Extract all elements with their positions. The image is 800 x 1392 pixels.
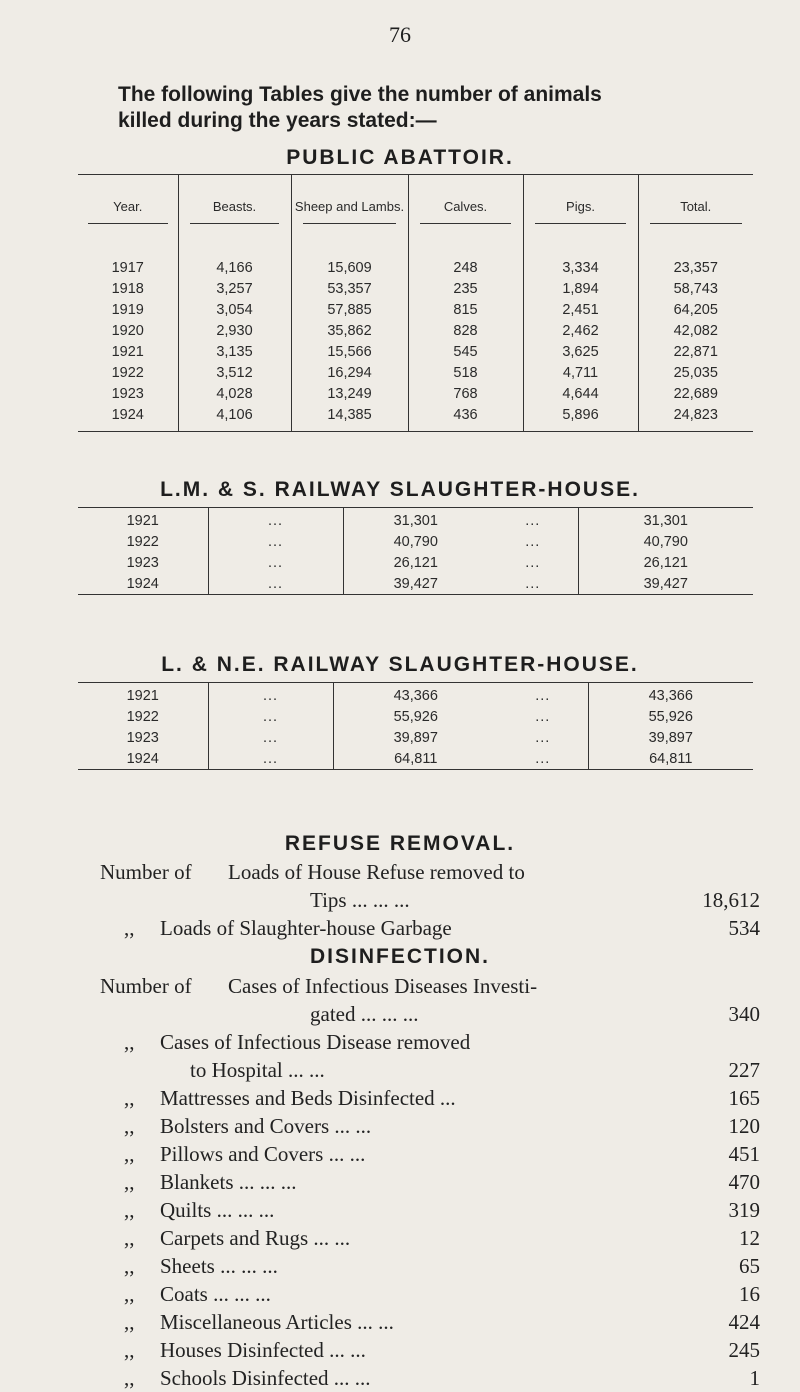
ditto-mark: ,, xyxy=(124,1030,135,1054)
table-cell: 1921 xyxy=(126,512,159,529)
table-cell: 22,871 xyxy=(638,341,753,362)
table-cell: 5,896 xyxy=(523,404,638,432)
item-text: gated ... ... ... xyxy=(310,1002,419,1026)
table-cell: 39,897 xyxy=(333,727,498,748)
item-value: 1 xyxy=(749,1366,760,1390)
table-row xyxy=(78,320,753,341)
table-cell: 1921 xyxy=(126,687,159,704)
table-row xyxy=(78,383,753,404)
table-cell: 3,512 xyxy=(178,362,291,383)
table-cell: 15,609 xyxy=(291,247,408,278)
table-cell: 4,166 xyxy=(178,247,291,278)
item-text: to Hospital ... ... xyxy=(190,1058,325,1082)
table-cell: 3,054 xyxy=(178,299,291,320)
ditto-mark: ,, xyxy=(124,1226,135,1250)
table-cell: 2,930 xyxy=(178,320,291,341)
table-cell: 1922 xyxy=(126,708,159,725)
table-cell: 4,028 xyxy=(178,383,291,404)
list-item xyxy=(100,1028,760,1056)
lead-text: Number of xyxy=(100,974,192,998)
leader-dots: ... xyxy=(208,706,333,727)
table-cell: 39,427 xyxy=(578,573,753,595)
list-item-continuation xyxy=(100,1056,760,1084)
table-row xyxy=(78,278,753,299)
list-item xyxy=(100,1224,760,1252)
column-header: Total. xyxy=(638,175,753,248)
disinfection-list xyxy=(100,972,760,1392)
list-item-continuation xyxy=(100,1000,760,1028)
ditto-mark: ,, xyxy=(124,916,135,940)
table-cell: 55,926 xyxy=(333,706,498,727)
table-row xyxy=(78,404,753,432)
intro-text xyxy=(118,82,718,134)
refuse-list xyxy=(100,858,760,942)
table-cell: 55,926 xyxy=(588,706,753,727)
table-cell: 64,205 xyxy=(638,299,753,320)
item-value: 245 xyxy=(728,1338,760,1362)
table-cell: 1923 xyxy=(126,554,159,571)
table-cell: 2,462 xyxy=(523,320,638,341)
list-item-continuation xyxy=(100,886,760,914)
item-text: Quilts ... ... ... xyxy=(160,1198,275,1222)
item-text: Coats ... ... ... xyxy=(160,1282,271,1306)
item-text: Cases of Infectious Disease removed xyxy=(160,1030,471,1054)
list-item xyxy=(100,1336,760,1364)
table-cell: 4,106 xyxy=(178,404,291,432)
table-cell: 13,249 xyxy=(291,383,408,404)
leader-dots: ... xyxy=(208,552,343,573)
leader-dots: ... xyxy=(525,512,541,529)
item-value: 470 xyxy=(728,1170,760,1194)
refuse-title: REFUSE REMOVAL. xyxy=(284,832,516,855)
table-cell: 1921 xyxy=(111,343,144,360)
table-row xyxy=(78,247,753,278)
table-cell: 26,121 xyxy=(343,552,488,573)
public-abattoir-table xyxy=(78,174,753,432)
intro-line-2: killed during the years stated:— xyxy=(118,109,437,132)
list-item xyxy=(100,1196,760,1224)
table-cell: 1922 xyxy=(126,533,159,550)
table-cell: 39,427 xyxy=(343,573,488,595)
table-cell: 35,862 xyxy=(291,320,408,341)
leader-dots: ... xyxy=(525,575,541,592)
intro-line-1: The following Tables give the number of animals xyxy=(118,83,602,106)
item-text: Houses Disinfected ... ... xyxy=(160,1338,366,1362)
table-cell: 15,566 xyxy=(291,341,408,362)
table-cell: 1924 xyxy=(111,406,144,423)
leader-dots: ... xyxy=(535,687,551,704)
table-row xyxy=(78,299,753,320)
table-cell: 815 xyxy=(408,299,523,320)
list-item xyxy=(100,972,760,1000)
item-text: Carpets and Rugs ... ... xyxy=(160,1226,351,1250)
item-value: 165 xyxy=(728,1086,760,1110)
leader-dots: ... xyxy=(208,531,343,552)
lne-table xyxy=(78,682,753,770)
item-text: Loads of Slaughter-house Garbage xyxy=(160,916,452,940)
item-value: 424 xyxy=(728,1310,760,1334)
table-cell: 436 xyxy=(408,404,523,432)
ditto-mark: ,, xyxy=(124,1338,135,1362)
table-row xyxy=(78,706,753,727)
list-item xyxy=(100,1308,760,1336)
table-cell: 1920 xyxy=(111,322,144,339)
table-cell: 31,301 xyxy=(578,508,753,532)
item-value: 319 xyxy=(728,1198,760,1222)
column-header: Beasts. xyxy=(178,175,291,248)
leader-dots: ... xyxy=(208,683,333,707)
table-row xyxy=(78,727,753,748)
list-item xyxy=(100,1084,760,1112)
list-item xyxy=(100,1112,760,1140)
lms-table xyxy=(78,507,753,595)
table-cell: 1919 xyxy=(111,301,144,318)
leader-dots: ... xyxy=(525,554,541,571)
column-header: Calves. xyxy=(408,175,523,248)
item-value: 65 xyxy=(739,1254,760,1278)
table-cell: 3,135 xyxy=(178,341,291,362)
list-item xyxy=(100,1168,760,1196)
ditto-mark: ,, xyxy=(124,1114,135,1138)
table-cell: 16,294 xyxy=(291,362,408,383)
item-text: Blankets ... ... ... xyxy=(160,1170,297,1194)
column-header: Sheep and Lambs. xyxy=(291,175,408,248)
item-value: 120 xyxy=(728,1114,760,1138)
table-cell: 2,451 xyxy=(523,299,638,320)
table-row xyxy=(78,531,753,552)
table-row xyxy=(78,552,753,573)
list-item xyxy=(100,1280,760,1308)
table-cell: 3,257 xyxy=(178,278,291,299)
item-value: 340 xyxy=(728,1002,760,1026)
table-cell: 40,790 xyxy=(343,531,488,552)
leader-dots: ... xyxy=(535,729,551,746)
table-cell: 53,357 xyxy=(291,278,408,299)
leader-dots: ... xyxy=(208,727,333,748)
table-cell: 43,366 xyxy=(333,683,498,707)
table-cell: 24,823 xyxy=(638,404,753,432)
table-cell: 828 xyxy=(408,320,523,341)
item-value: 227 xyxy=(728,1058,760,1082)
table-cell: 1917 xyxy=(111,259,144,276)
ditto-mark: ,, xyxy=(124,1310,135,1334)
table-cell: 42,082 xyxy=(638,320,753,341)
table-cell: 1923 xyxy=(126,729,159,746)
leader-dots: ... xyxy=(525,533,541,550)
column-header: Year. xyxy=(78,175,178,248)
table-cell: 1,894 xyxy=(523,278,638,299)
table-cell: 64,811 xyxy=(333,748,498,770)
table-cell: 1924 xyxy=(126,750,159,767)
table-cell: 14,385 xyxy=(291,404,408,432)
leader-dots: ... xyxy=(208,508,343,532)
table-cell: 26,121 xyxy=(578,552,753,573)
public-abattoir-title: PUBLIC ABATTOIR. xyxy=(286,146,514,169)
table-cell: 39,897 xyxy=(588,727,753,748)
table-cell: 518 xyxy=(408,362,523,383)
item-value: 18,612 xyxy=(702,888,760,912)
table-cell: 1922 xyxy=(111,364,144,381)
lead-text: Number of xyxy=(100,860,192,884)
ditto-mark: ,, xyxy=(124,1282,135,1306)
ditto-mark: ,, xyxy=(124,1170,135,1194)
ditto-mark: ,, xyxy=(124,1086,135,1110)
table-row xyxy=(78,508,753,532)
disinfection-title: DISINFECTION. xyxy=(309,945,490,968)
table-cell: 25,035 xyxy=(638,362,753,383)
item-value: 12 xyxy=(739,1226,760,1250)
item-text: Cases of Infectious Diseases Investi- xyxy=(228,974,538,998)
table-cell: 248 xyxy=(408,247,523,278)
table-cell: 1923 xyxy=(111,385,144,402)
table-cell: 4,711 xyxy=(523,362,638,383)
lms-title: L.M. & S. RAILWAY SLAUGHTER-HOUSE. xyxy=(160,478,640,501)
table-header-row xyxy=(78,175,753,248)
item-value: 534 xyxy=(728,916,760,940)
item-text: Tips ... ... ... xyxy=(310,888,410,912)
list-item xyxy=(100,1252,760,1280)
table-cell: 4,644 xyxy=(523,383,638,404)
ditto-mark: ,, xyxy=(124,1142,135,1166)
table-cell: 40,790 xyxy=(578,531,753,552)
table-cell: 64,811 xyxy=(588,748,753,770)
table-cell: 31,301 xyxy=(343,508,488,532)
leader-dots: ... xyxy=(208,748,333,770)
leader-dots: ... xyxy=(208,573,343,595)
item-value: 451 xyxy=(728,1142,760,1166)
table-cell: 57,885 xyxy=(291,299,408,320)
list-item xyxy=(100,914,760,942)
table-row xyxy=(78,748,753,770)
table-cell: 768 xyxy=(408,383,523,404)
table-cell: 22,689 xyxy=(638,383,753,404)
item-value: 16 xyxy=(739,1282,760,1306)
item-text: Mattresses and Beds Disinfected ... xyxy=(160,1086,456,1110)
item-text: Bolsters and Covers ... ... xyxy=(160,1114,372,1138)
list-item xyxy=(100,1364,760,1392)
table-row xyxy=(78,683,753,707)
item-text: Miscellaneous Articles ... ... xyxy=(160,1310,394,1334)
item-text: Sheets ... ... ... xyxy=(160,1254,278,1278)
list-item xyxy=(100,858,760,886)
table-cell: 3,334 xyxy=(523,247,638,278)
table-cell: 58,743 xyxy=(638,278,753,299)
table-cell: 3,625 xyxy=(523,341,638,362)
table-cell: 23,357 xyxy=(638,247,753,278)
leader-dots: ... xyxy=(535,750,551,767)
table-cell: 43,366 xyxy=(588,683,753,707)
column-header: Pigs. xyxy=(523,175,638,248)
leader-dots: ... xyxy=(535,708,551,725)
item-text: Schools Disinfected ... ... xyxy=(160,1366,371,1390)
table-row xyxy=(78,573,753,595)
list-item xyxy=(100,1140,760,1168)
table-cell: 1918 xyxy=(111,280,144,297)
table-cell: 545 xyxy=(408,341,523,362)
page-number: 76 xyxy=(389,22,411,47)
table-row xyxy=(78,362,753,383)
ditto-mark: ,, xyxy=(124,1254,135,1278)
lne-title: L. & N.E. RAILWAY SLAUGHTER-HOUSE. xyxy=(161,653,639,676)
item-text: Loads of House Refuse removed to xyxy=(228,860,525,884)
table-row xyxy=(78,341,753,362)
ditto-mark: ,, xyxy=(124,1198,135,1222)
table-cell: 235 xyxy=(408,278,523,299)
table-cell: 1924 xyxy=(126,575,159,592)
ditto-mark: ,, xyxy=(124,1366,135,1390)
item-text: Pillows and Covers ... ... xyxy=(160,1142,366,1166)
